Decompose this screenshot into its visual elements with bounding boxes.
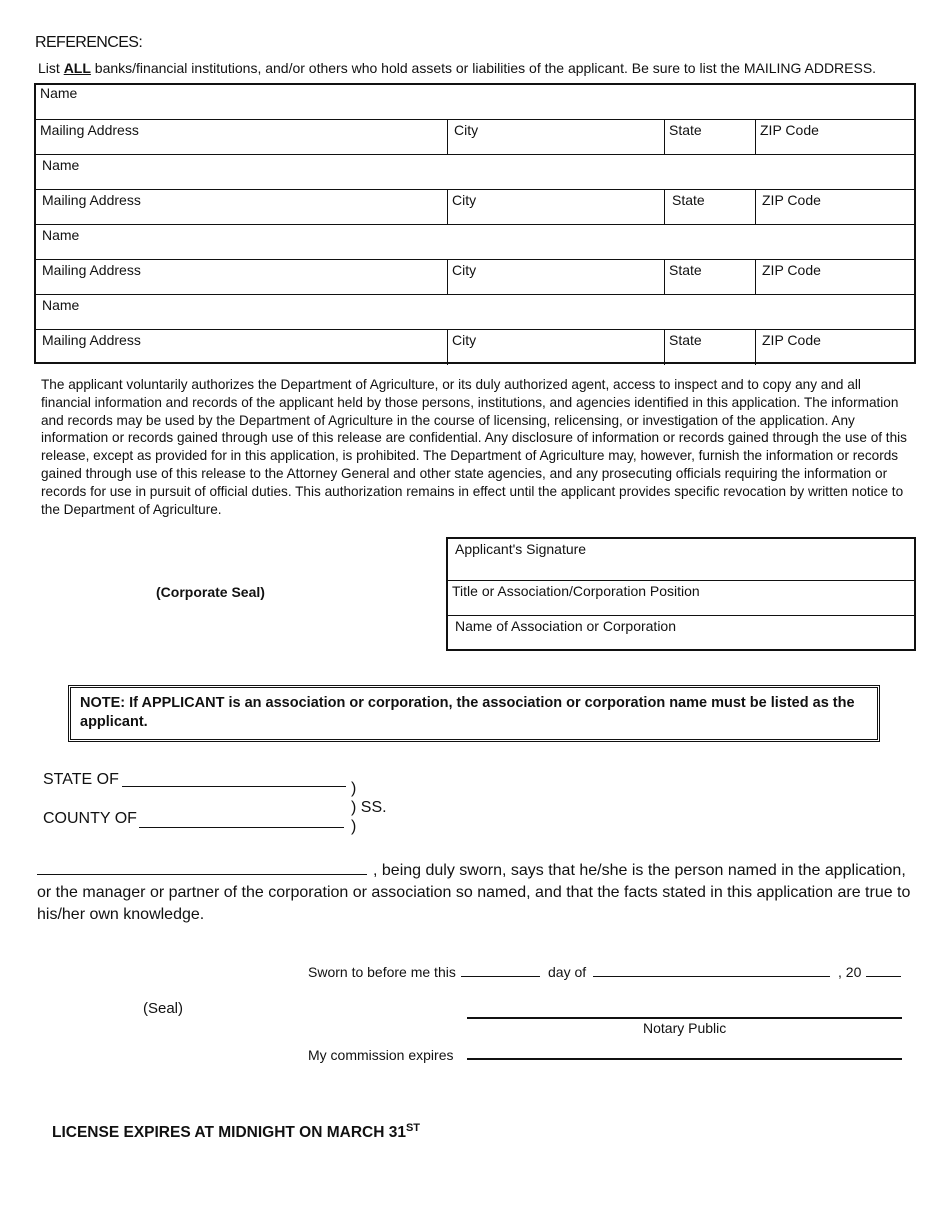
references-table [34,83,916,364]
reference-2-state-field[interactable] [665,190,756,224]
reference-3-city-field[interactable] [448,260,665,294]
reference-4-mailing-address-field[interactable] [36,330,448,365]
reference-2-city-field[interactable] [448,190,665,224]
zip-label: ZIP Code [762,262,821,278]
reference-1-city-field[interactable] [448,120,665,154]
instruction-pre: List [38,60,64,76]
license-expiry-text: LICENSE EXPIRES AT MIDNIGHT ON MARCH 31 [52,1124,406,1142]
affiant-name-blank[interactable] [37,861,367,875]
city-label: City [452,192,477,208]
instruction-text [38,60,876,76]
reference-4-zip-field[interactable] [756,330,916,365]
commission-expires-label: My commission expires [308,1047,454,1063]
reference-3-zip-field[interactable] [756,260,916,294]
venue-paren-top: ) [351,780,357,797]
sworn-statement [37,860,917,926]
county-of-blank[interactable] [139,827,344,828]
license-expiry-suffix: ST [405,1122,421,1134]
sworn-statement-text: , being duly sworn, says that he/she is the person named in the application, or the manager or partner of the corporation or association so named, and that the facts stated in this application are true to his/her own knowledge. [37,862,911,923]
state-label: State [669,332,702,348]
venue-paren-bottom: ) [351,818,357,835]
city-label: City [454,122,479,138]
signature-box [446,537,916,651]
corporate-seal-label: (Corporate Seal) [156,584,265,600]
reference-3-address-row [36,260,914,295]
state-label: State [669,262,702,278]
zip-label: ZIP Code [760,122,819,138]
mailing-address-label: Mailing Address [42,192,141,208]
reference-1-name-field[interactable] [36,85,914,120]
instruction-post: banks/financial institutions, and/or others who hold assets or liabilities of the applicant. Be sure to list the MAILING ADDRESS. [90,60,877,76]
instruction-emphasis: ALL [63,60,91,76]
reference-4-state-field[interactable] [665,330,756,365]
reference-2-mailing-address-field[interactable] [36,190,448,224]
state-of-blank[interactable] [122,786,346,787]
zip-label: ZIP Code [762,332,821,348]
commission-expires-line[interactable] [467,1058,902,1060]
name-label: Name [40,85,78,101]
day-blank[interactable] [461,976,540,977]
city-label: City [452,262,477,278]
zip-label: ZIP Code [762,192,821,208]
reference-1-state-field[interactable] [665,120,756,154]
state-label: State [669,122,702,138]
day-of-label: day of [548,964,587,980]
notary-public-label: Notary Public [643,1020,727,1036]
year-blank[interactable] [866,976,901,977]
reference-4-address-row [36,330,914,365]
title-position-label: Title or Association/Corporation Position [452,583,700,599]
reference-2-address-row [36,190,914,225]
title-position-field[interactable] [448,581,914,616]
reference-3-mailing-address-field[interactable] [36,260,448,294]
applicant-signature-label: Applicant's Signature [455,541,587,557]
license-expiry-notice [52,1122,420,1142]
name-label: Name [42,157,80,173]
applicant-signature-field[interactable] [448,539,914,581]
city-label: City [452,332,477,348]
year-prefix-label: , 20 [838,964,862,980]
association-name-label: Name of Association or Corporation [455,618,676,634]
name-label: Name [42,297,80,313]
notary-signature-line[interactable] [467,1017,902,1019]
notary-seal-label: (Seal) [143,1000,184,1017]
mailing-address-label: Mailing Address [40,122,139,138]
reference-3-name-field[interactable] [36,225,914,260]
sworn-before-label: Sworn to before me this [308,964,456,980]
venue-ss: ) SS. [351,799,387,816]
note-box: NOTE: If APPLICANT is an association or corporation, the association or corporation name must be listed as the applicant. [68,685,880,742]
reference-1-address-row [36,120,914,155]
page-heading: REFERENCES: [35,34,143,51]
name-label: Name [42,227,80,243]
association-name-field[interactable] [448,616,914,651]
authorization-paragraph: The applicant voluntarily authorizes the Department of Agriculture, or its duly authorized agent, access to inspect and to copy any and all financial information and records of the applicant held by those persons, institutions, and agencies identified in this application. The information and records may be used by the Department of Agriculture in the course of licensing, relicensing, or investigation of the application. Any information or records gained through use of this release are confidential. Any disclosure of information or records gained through the use of this release, except as provided for in this application, is prohibited. The Department of Agriculture may, however, furnish the information or records gained through use of this release to the Attorney General and other state agencies, and any prosecuting officials requiring the information or records for use in pursuit of official duties. This authorization remains in effect until the applicant provides specific revocation by written notice to the Department of Agriculture. [41,377,907,517]
reference-3-state-field[interactable] [665,260,756,294]
reference-1-zip-field[interactable] [756,120,916,154]
month-blank[interactable] [593,976,830,977]
reference-4-name-field[interactable] [36,295,914,330]
state-label: State [672,192,705,208]
reference-2-name-field[interactable] [36,155,914,190]
mailing-address-label: Mailing Address [42,332,141,348]
reference-1-mailing-address-field[interactable] [36,120,448,154]
county-of-label: COUNTY OF [43,810,137,827]
mailing-address-label: Mailing Address [42,262,141,278]
state-of-label: STATE OF [43,771,119,788]
reference-4-city-field[interactable] [448,330,665,365]
reference-2-zip-field[interactable] [756,190,916,224]
